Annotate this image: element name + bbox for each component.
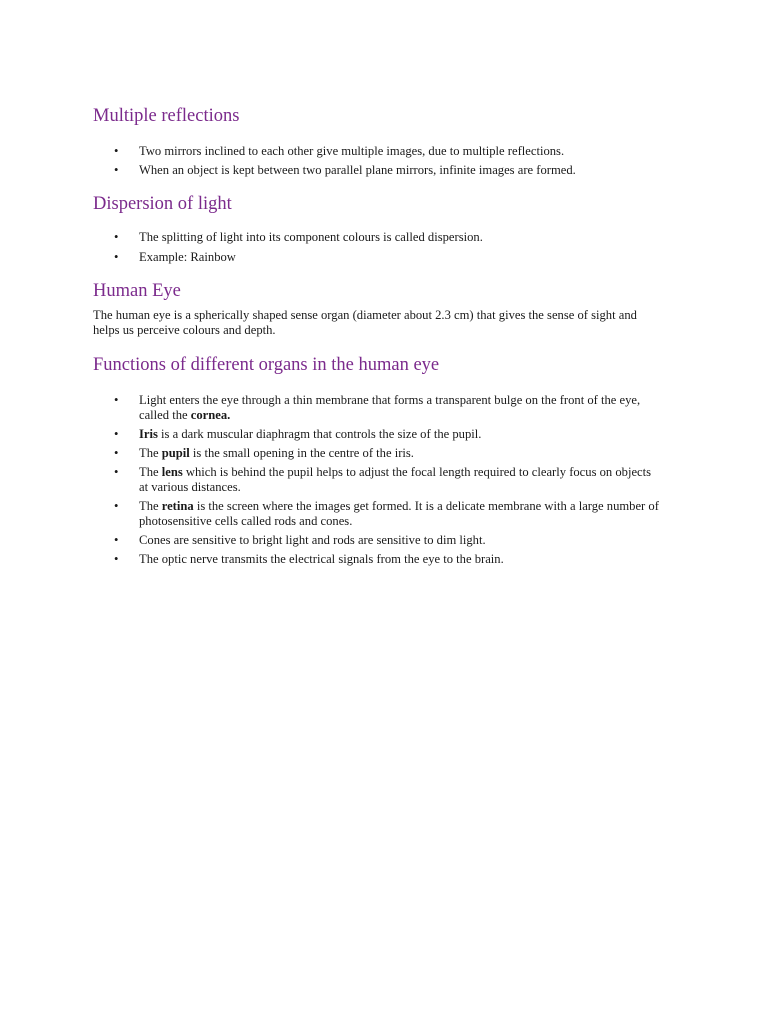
list-item-lens: [93, 465, 663, 495]
list-item-text: is the small opening in the centre of the iris.: [189, 446, 414, 460]
list-item-text: The: [139, 446, 162, 460]
term-bold: cornea.: [190, 408, 231, 422]
list-item: • The splitting of light into its component colours is called dispersion.: [93, 230, 663, 245]
list-item: • Two mirrors inclined to each other give multiple images, due to multiple reflections.: [93, 144, 663, 159]
list-item: • Example: Rainbow: [93, 250, 663, 265]
list-item-cornea: [93, 393, 663, 423]
bullet-list-eye-organs: [93, 393, 663, 567]
paragraph-human-eye: The human eye is a spherically shaped sense organ (diameter about 2.3 cm) that gives the sense of sight and helps us perceive colours and depth.: [93, 308, 637, 337]
section-heading-human-eye: Human Eye: [93, 281, 181, 301]
bullet-list-multiple-reflections: [93, 144, 663, 178]
list-item: • When an object is kept between two parallel plane mirrors, infinite images are formed.: [93, 163, 663, 178]
section-heading-dispersion-of-light: Dispersion of light: [93, 194, 232, 214]
list-item: • The optic nerve transmits the electrical signals from the eye to the brain.: [93, 552, 663, 567]
term-bold: pupil: [161, 446, 190, 460]
list-item-pupil: [93, 446, 663, 461]
term-bold: lens: [161, 465, 183, 479]
document-page: [93, 104, 663, 567]
term-bold: retina: [161, 499, 194, 513]
list-item-text: is the screen where the images get formed. It is a delicate membrane with a large number of photosensitive cells called rods and cones.: [139, 499, 659, 528]
list-item-text: Light enters the eye through a thin membrane that forms a transparent bulge on the front of the eye, called the: [139, 393, 641, 422]
list-item-retina: [93, 499, 663, 529]
list-item-text: is a dark muscular diaphragm that controls the size of the pupil.: [157, 427, 482, 441]
list-item-iris: [93, 427, 663, 442]
list-item-text: The: [139, 465, 162, 479]
list-item-text: The: [139, 499, 162, 513]
term-bold: Iris: [139, 427, 158, 441]
bullet-list-dispersion: [93, 230, 663, 265]
list-item: • Cones are sensitive to bright light and rods are sensitive to dim light.: [93, 533, 663, 548]
section-heading-multiple-reflections: Multiple reflections: [93, 106, 240, 126]
section-heading-functions-of-organs: Functions of different organs in the human eye: [93, 355, 440, 375]
list-item-text: which is behind the pupil helps to adjust the focal length required to clearly focus on objects at various distances.: [139, 465, 652, 494]
